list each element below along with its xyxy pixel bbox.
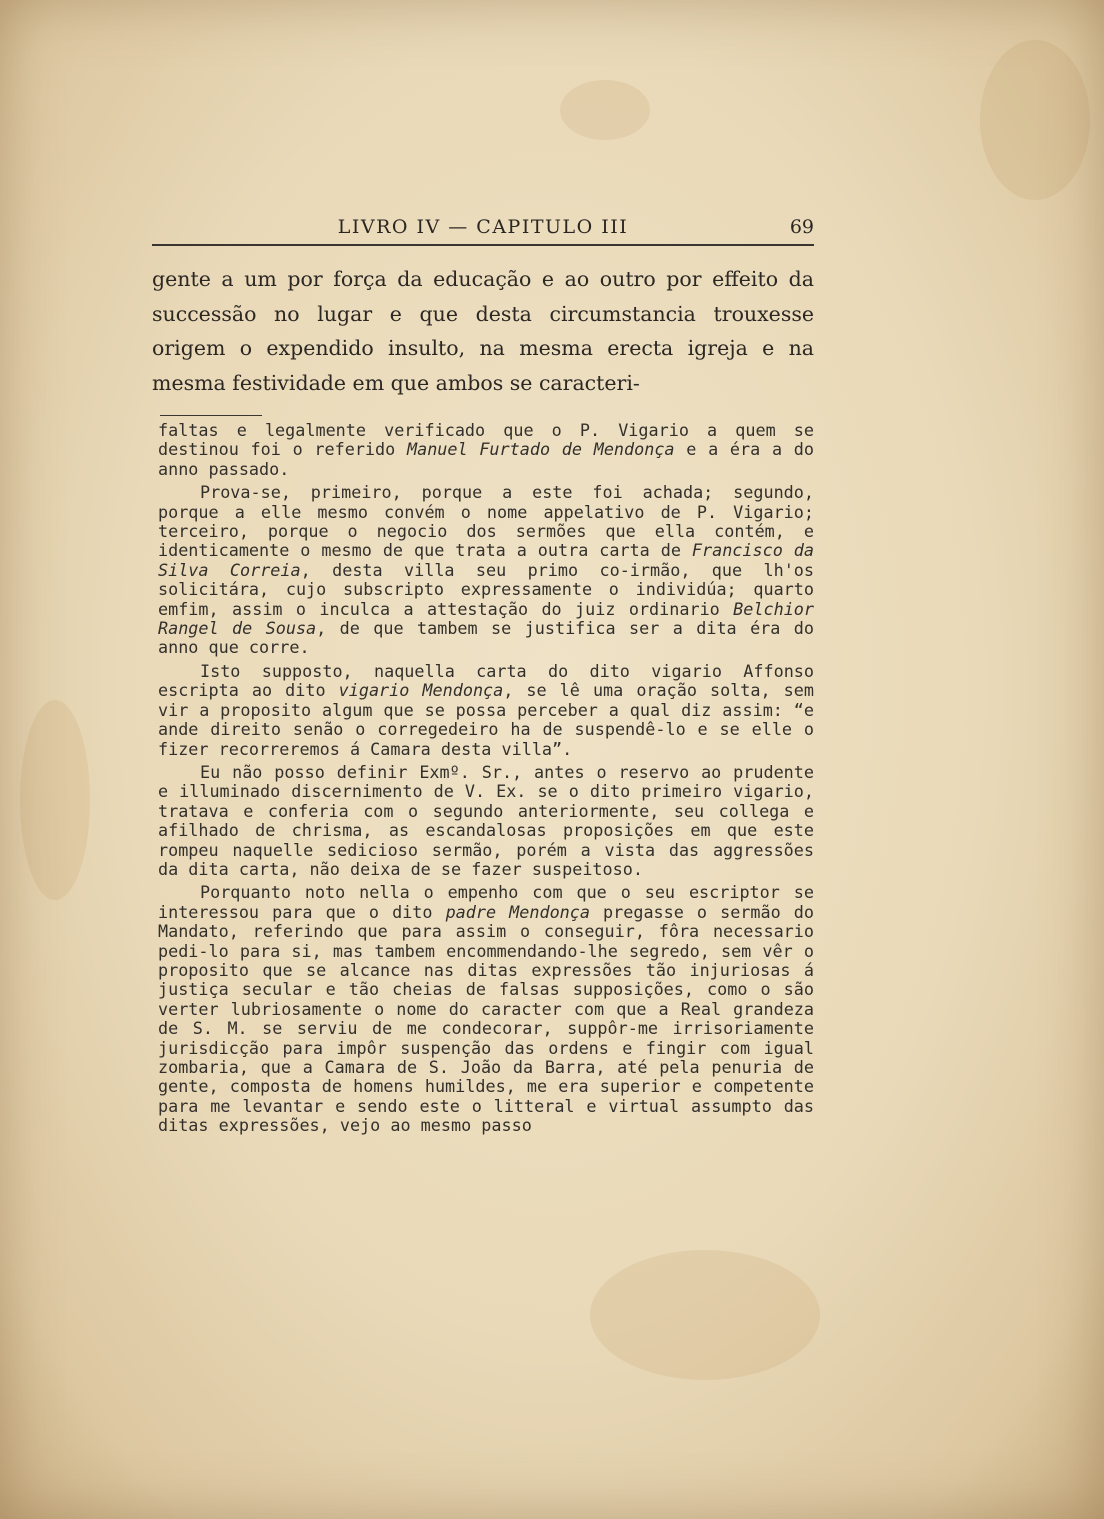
- chapter-title: LIVRO IV — CAPITULO III: [337, 216, 629, 238]
- page-number: 69: [789, 216, 814, 238]
- text-run: , se lê uma oração solta, sem vir a proposito algum que se possa perceber a qual diz assim: “e ande direito senão o corregedeiro ha de suspendê-lo e se elle o fizer recorreremos á Camara desta villa”.: [158, 680, 814, 759]
- paper-stain: [560, 80, 650, 140]
- text-run: pregasse o sermão do Mandato, referindo que para assim o conseguir, fôra necessario pedi-lo para si, mas tambem encommendando-lhe segredo, sem vêr o proposito que se alcance nas ditas expressões tão injuriosas á justiça secular e tão cheias de falsas supposições, como o são verter lubriosamente o nome do caracter com que a Real grandeza de S. M. se serviu de me condecorar, suppôr-me irrisoriamente jurisdicção para impôr suspenção das ordens e fingir com igual zombaria, que a Camara de S. João da Barra, até pela penuria de gente, composta de homens humildes, me era superior e competente para me levantar e sendo este o litteral e virtual assumpto das ditas expressões, vejo ao mesmo passo: [158, 901, 814, 1136]
- text-run: , de que tambem se justifica ser a dita éra do anno que corre.: [158, 618, 814, 658]
- person-name: Manuel Furtado de Mendonça: [406, 439, 675, 460]
- footnote-paragraph: [158, 763, 814, 879]
- text-run: faltas e legalmente verificado que o P. Vigario a quem se destinou foi o referido: [158, 420, 814, 460]
- person-name: Francisco da Silva Correia: [158, 540, 814, 580]
- footnote-rule: [160, 415, 262, 416]
- footnote-paragraph: [158, 421, 814, 479]
- text-run: , desta villa seu primo co-irmão, que lh'os solicitára, cujo subscripto expressamente o individúa; quarto emfim, assim o inculca a attestação do juiz ordinario: [158, 559, 815, 619]
- person-name: Belchior Rangel de Sousa: [158, 598, 814, 639]
- footnote-paragraph: [158, 883, 814, 1135]
- person-name: vigario Mendonça: [338, 680, 504, 701]
- footnote-paragraph: [158, 483, 814, 658]
- text-run: Eu não posso definir Exmº. Sr., antes o reservo ao prudente e illuminado discernimento de V. Ex. se o dito primeiro vigario, tratava e conferia com o segundo anteriormente, seu collega e afilhado de chrisma, as escandalosas proposições em que este rompeu naquelle sedicioso sermão, porém a vista das aggressões da dita carta, não deixa de se fazer suspeitoso.: [158, 761, 814, 879]
- running-header: [152, 214, 814, 246]
- paper-stain: [20, 700, 90, 900]
- text-run: Isto supposto, naquella carta do dito vigario Affonso escripta ao dito: [158, 660, 814, 701]
- text-run: Porquanto noto nella o empenho com que o seu escriptor se interessou para que o dito: [158, 882, 814, 922]
- person-name: padre Mendonça: [445, 901, 590, 922]
- text-run: e a éra a do anno passado.: [158, 439, 815, 479]
- main-text: gente a um por força da educação e ao outro por effeito da successão no lugar e que desta circumstancia trouxesse origem o expendido insulto, na mesma erecta igreja e na mesma festividade em que ambos se caracteri-: [152, 267, 814, 395]
- text-run: Prova-se, primeiro, porque a este foi achada; segundo, porque a elle mesmo convém o nome appelativo de P. Vigario; terceiro, porque o negocio dos sermões que ella contém, e identicamente o mesmo de que trata a outra carta de: [158, 482, 814, 561]
- paper-stain: [590, 1250, 820, 1380]
- footnote: [158, 421, 814, 1140]
- footnote-paragraph: [158, 662, 814, 759]
- paper-stain: [980, 40, 1090, 200]
